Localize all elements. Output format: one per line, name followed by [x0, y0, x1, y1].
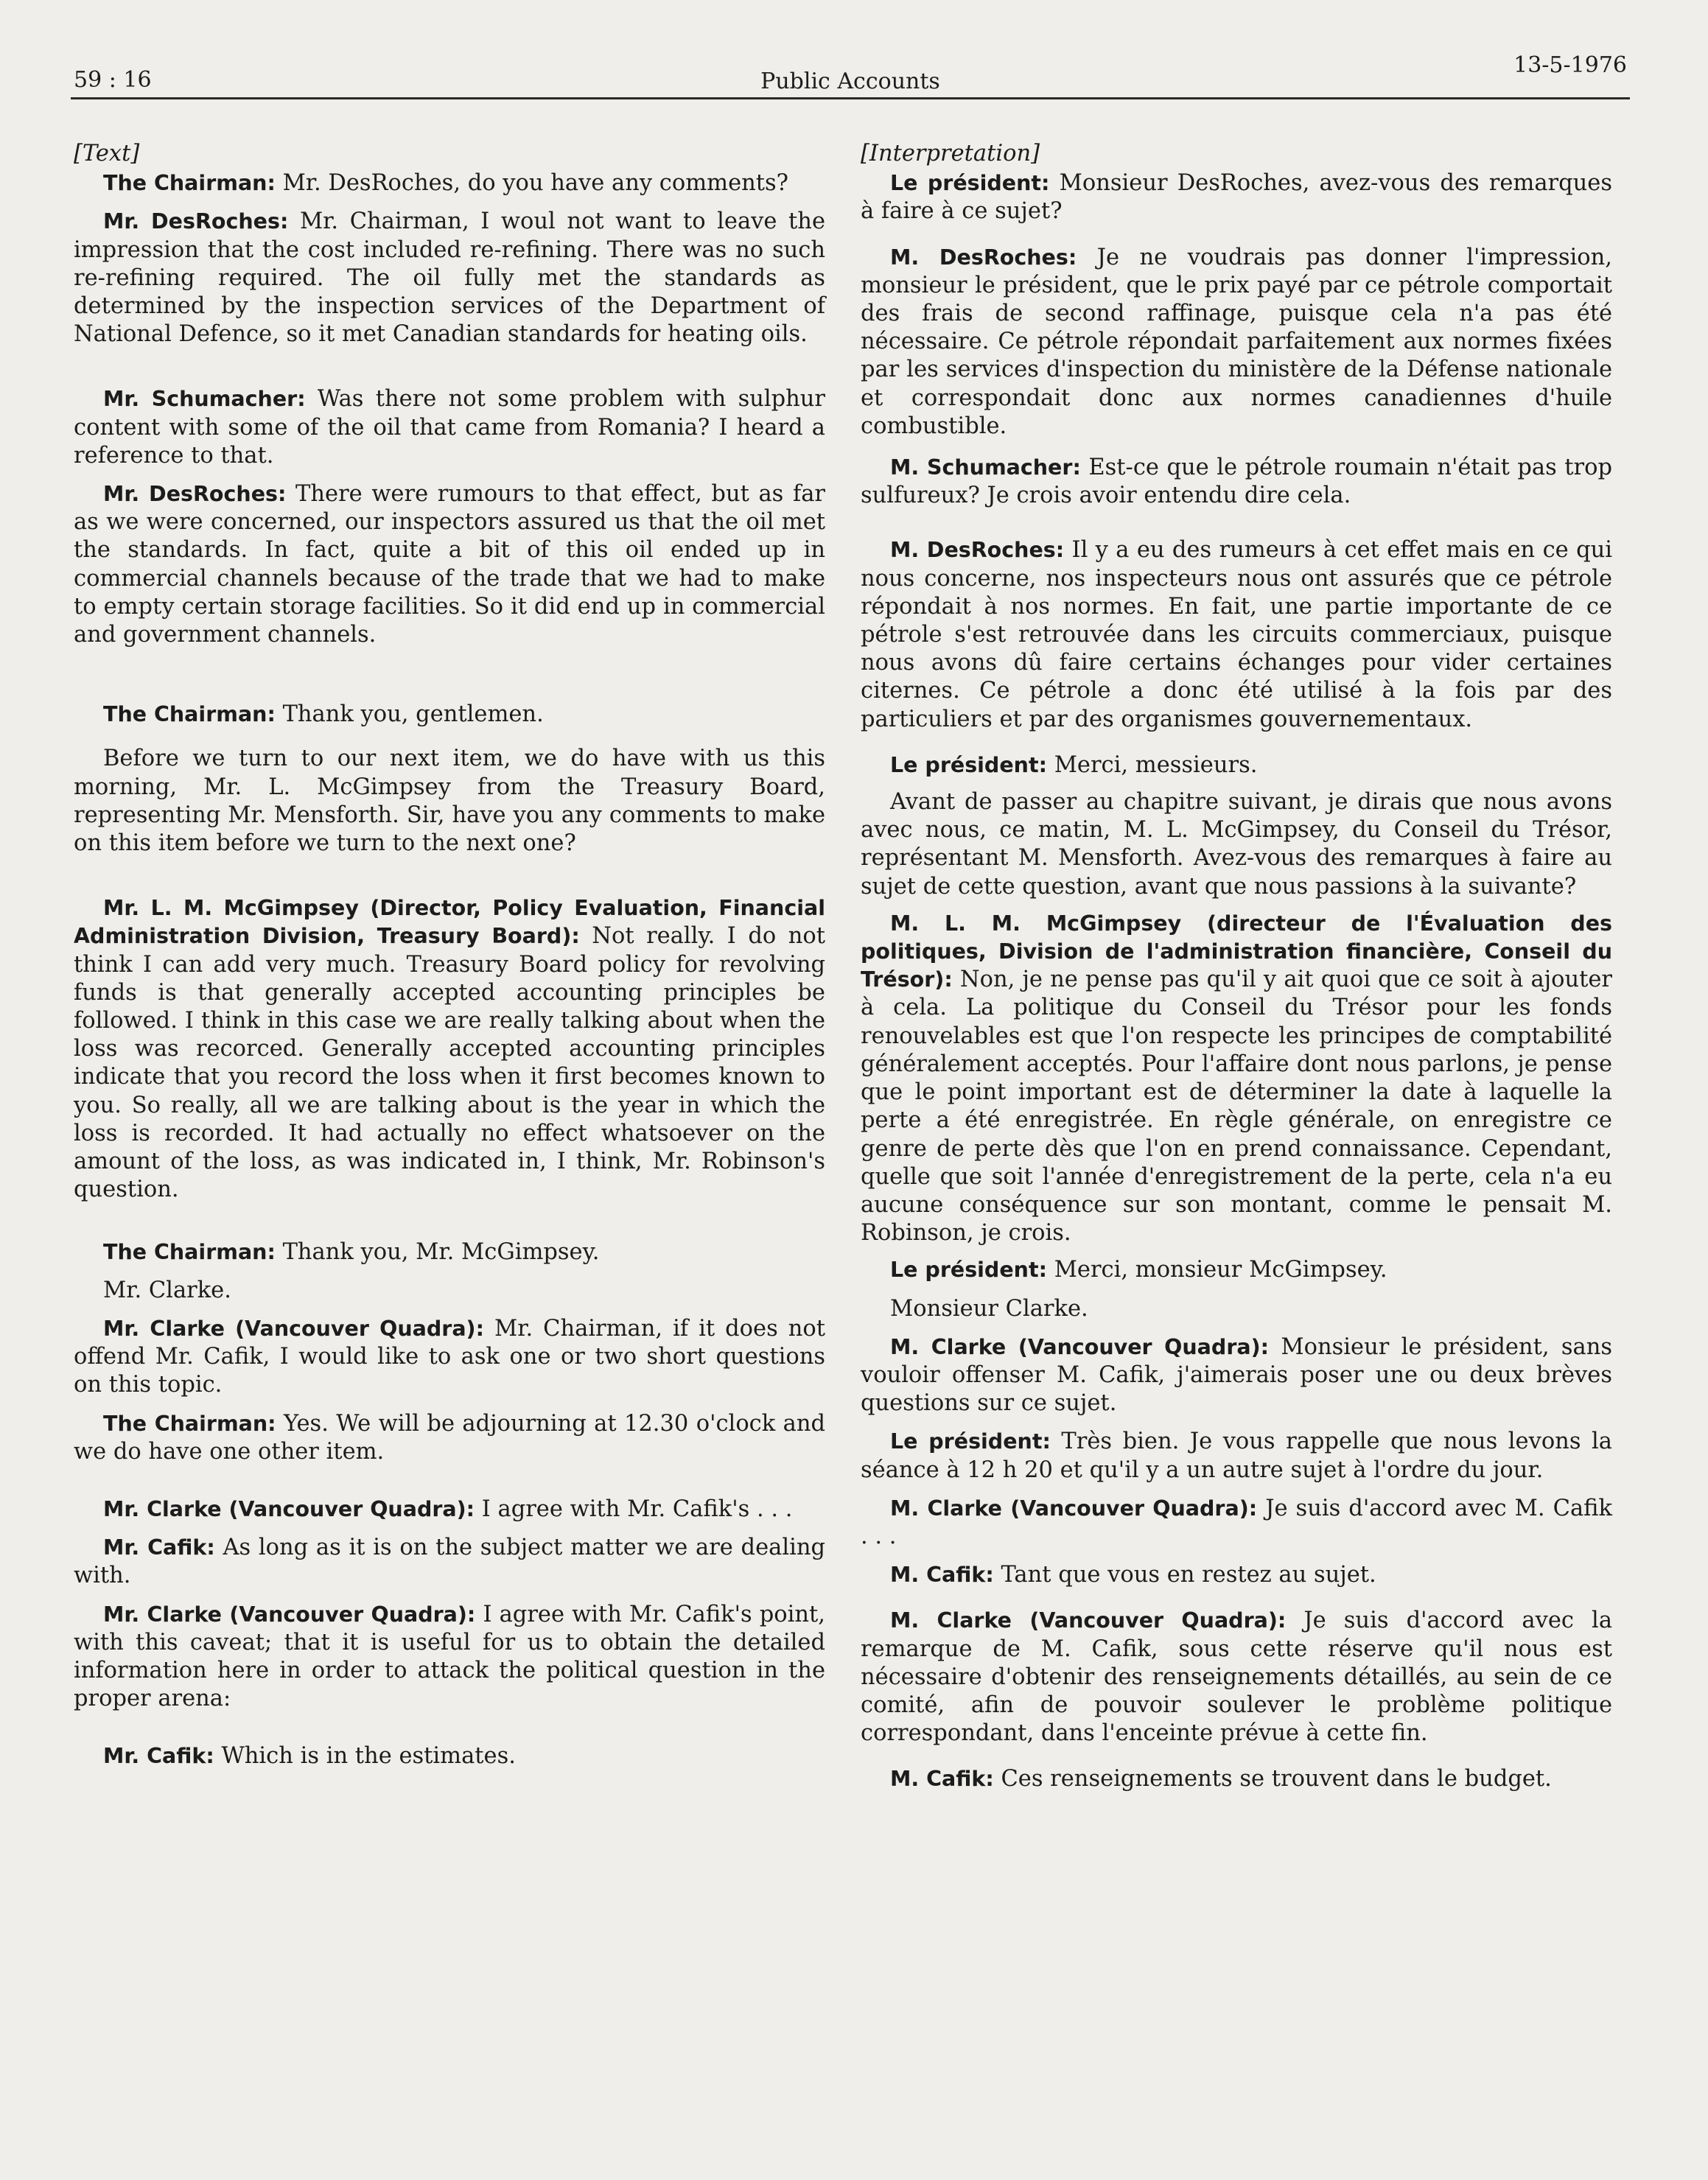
speech-text: Not really. I do not think I can add very much. Treasury Board policy for revolving funds is that generally accepted accounting principles be followed. I think in this case we are really talking about when the loss was recorced. Generally accepted accounting principles indicate that you record the loss when it first becomes known to you. So really, all we are talking about is the year in which the loss is recorded. It had actually no effect whatsoever on the amount of the loss, as was indicated in, I think, Mr. Robinson's question. [74, 923, 825, 1203]
language-tag: [Interpretation] [861, 141, 1040, 167]
speaker-name: M. Clarke (Vancouver Quadra): [890, 1608, 1287, 1633]
speech-text: Yes. We will be adjourning at 12.30 o'clock and we do have one other item. [74, 1410, 826, 1465]
speaker-name: M. Schumacher: [890, 455, 1081, 480]
speaker-name: The Chairman: [103, 171, 276, 196]
transcript-paragraph [74, 169, 825, 197]
transcript-paragraph [74, 385, 825, 470]
speaker-name: Mr. Cafik: [103, 1535, 215, 1560]
speech-text: Monsieur le président, sans vouloir offenser M. Cafik, j'aimerais poser une ou deux brèves questions sur ce sujet. [861, 1333, 1613, 1417]
page-number: 59 : 16 [74, 67, 152, 93]
language-tag: [Text] [74, 141, 140, 167]
speech-text: Monsieur Clarke. [890, 1295, 1088, 1322]
speaker-name: Mr. DesRoches: [103, 482, 287, 507]
speaker-name: M. DesRoches: [890, 538, 1065, 563]
speech-text: Monsieur DesRoches, avez-vous des remarques à faire à ce sujet? [861, 170, 1612, 225]
speech-text: Je suis d'accord avec la remarque de M. Cafik, sous cette réserve qu'il nous est nécessaire d'obtenir des renseignements détaillés, au sein de ce comité, afin de pouvoir soulever le problème politique correspondant, dans l'enceinte prévue à cette fin. [861, 1608, 1612, 1747]
speech-text: Ces renseignements se trouvent dans le budget. [1001, 1766, 1552, 1792]
transcript-paragraph [861, 244, 1612, 441]
transcript-paragraph [861, 1561, 1612, 1589]
transcript-paragraph [861, 169, 1612, 225]
speech-text: Avant de passer au chapitre suivant, je dirais que nous avons avec nous, ce matin, M. L. McGimpsey, du Conseil du Trésor, représentant M. Mensforth. Avez-vous des remarques à faire au sujet de cette question, avant que nous passions à la suivante? [861, 789, 1612, 900]
speaker-name: M. Cafik: [890, 1563, 994, 1588]
transcript-paragraph [74, 1410, 825, 1466]
speech-text: There were rumours to that effect, but as far as we were concerned, our inspectors assured us that the oil met the standards. In fact, quite a bit of this oil ended up in commercial channels because of the trade that we had to make to empty certain storage facilities. So it did end up in commercial and government channels. [74, 481, 825, 648]
transcript-paragraph [861, 1428, 1612, 1484]
page-date: 13-5-1976 [1513, 52, 1627, 78]
transcript-paragraph [74, 894, 825, 1204]
speaker-name: M. Clarke (Vancouver Quadra): [890, 1496, 1258, 1521]
speech-text: Merci, monsieur McGimpsey. [1054, 1257, 1387, 1283]
speech-text: Merci, messieurs. [1054, 751, 1258, 778]
transcript-paragraph [74, 1315, 825, 1400]
speaker-name: Le président: [890, 1258, 1047, 1283]
speech-text: I agree with Mr. Cafik's . . . [481, 1496, 793, 1522]
speaker-name: Le président: [890, 171, 1050, 196]
transcript-paragraph [861, 1333, 1612, 1418]
speaker-name: The Chairman: [103, 1411, 276, 1436]
speech-text: As long as it is on the subject matter we are dealing with. [74, 1535, 825, 1589]
transcript-paragraph [74, 208, 825, 348]
transcript-paragraph [74, 1496, 825, 1524]
transcript-paragraph [861, 788, 1612, 901]
speech-text: Est-ce que le pétrole roumain n'était pas trop sulfureux? Je crois avoir entendu dire cela. [861, 455, 1612, 509]
speech-text: Très bien. Je vous rappelle que nous levons la séance à 12 h 20 et qu'il y a un autre sujet à l'ordre du jour. [861, 1429, 1612, 1483]
speaker-name: Le président: [890, 1429, 1051, 1454]
speaker-name: Mr. L. M. McGimpsey (Director, Policy Evaluation, Financial Administration Division, Treasury Board): [74, 896, 825, 949]
speaker-name: The Chairman: [103, 702, 276, 727]
transcript-paragraph [861, 1765, 1612, 1793]
speaker-name: M. DesRoches: [890, 245, 1077, 270]
transcript-paragraph [74, 1534, 825, 1590]
speech-text: Je ne voudrais pas donner l'impression, monsieur le président, que le prix payé par ce pétrole comportait des frais de second raffinage, puisque cela n'a pas été nécessaire. Ce pétrole répondait parfaitement aux normes fixées par les services d'inspection du ministère de la Défense nationale et correspondait donc aux normes canadiennes d'huile combustible. [861, 244, 1612, 439]
transcript-paragraph [861, 1495, 1612, 1551]
speech-text: Thank you, gentlemen. [282, 701, 544, 728]
speech-text: Was there not some problem with sulphur content with some of the oil that came from Romania? I heard a reference to that. [74, 386, 826, 469]
speech-text: Thank you, Mr. McGimpsey. [282, 1238, 600, 1265]
transcript-paragraph [74, 480, 825, 649]
transcript-paragraph [74, 1601, 825, 1714]
speech-text: Mr. DesRoches, do you have any comments? [282, 170, 789, 197]
transcript-paragraph [74, 745, 825, 858]
speech-text: Il y a eu des rumeurs à cet effet mais en ce qui nous concerne, nos inspecteurs nous ont assurés que ce pétrole répondait à nos normes. En fait, une partie importante de ce pétrole s'est retrouvée dans les circuits commerciaux, puisque nous avons dû faire certains échanges pour vider certaines citernes. Ce pétrole a donc été utilisé à la fois par des particuliers et par des organismes gouvernementaux. [861, 537, 1612, 732]
transcript-paragraph [861, 536, 1612, 733]
page-title: Public Accounts [760, 69, 940, 94]
page-header [71, 38, 1630, 99]
speaker-name: M. Clarke (Vancouver Quadra): [890, 1334, 1270, 1359]
transcript-paragraph [74, 1742, 825, 1770]
speech-text: Tant que vous en restez au sujet. [1001, 1562, 1376, 1588]
speech-text: Mr. Clarke. [103, 1277, 231, 1303]
speech-text: Je suis d'accord avec M. Cafik . . . [861, 1495, 1613, 1549]
speaker-name: M. L. M. McGimpsey (directeur de l'Évaluation des politiques, Division de l'administration financière, Conseil du Trésor): [861, 911, 1612, 992]
speaker-name: M. Cafik: [890, 1767, 994, 1792]
speech-text: I agree with Mr. Cafik's point, with this caveat; that it is useful for us to obtain the detailed information here in order to attack the political question in the proper arena: [74, 1601, 825, 1712]
transcript-paragraph [74, 701, 825, 729]
transcript-paragraph [74, 1277, 825, 1305]
transcript-paragraph [861, 910, 1612, 1247]
speaker-name: Mr. Schumacher: [103, 387, 306, 412]
speaker-name: Le président: [890, 752, 1047, 777]
transcript-paragraph [861, 454, 1612, 510]
transcript-paragraph [861, 1607, 1612, 1748]
speech-text: Mr. Chairman, I woul not want to leave the impression that the cost included re-refining. There was no such re-refining required. The oil fully met the standards as determined by the inspection services of the Department of National Defence, so it met Canadian standards for heating oils. [74, 208, 825, 348]
speaker-name: The Chairman: [103, 1239, 276, 1264]
transcript-paragraph [861, 751, 1612, 779]
speech-text: Non, je ne pense pas qu'il y ait quoi que ce soit à ajouter à cela. La politique du Conseil du Trésor pour les fonds renouvelables est que l'on respecte les principes de comptabilité généralement acceptés. Pour l'affaire dont nous parlons, je pense que le point important est de déterminer la date à laquelle la perte a été enregistrée. En règle générale, on enregistre ce genre de perte dès que l'on en prend connaissance. Cependant, quelle que soit l'année d'enregistrement de la perte, cela n'a eu aucune conséquence sur son montant, comme le pensait M. Robinson, je crois. [861, 967, 1612, 1247]
transcript-paragraph [861, 1295, 1612, 1323]
english-column [74, 140, 825, 1771]
speaker-name: Mr. Clarke (Vancouver Quadra): [103, 1602, 476, 1627]
speech-text: Mr. Chairman, if it does not offend Mr. Cafik, I would like to ask one or two short questions on this topic. [74, 1315, 825, 1398]
speaker-name: Mr. Clarke (Vancouver Quadra): [103, 1316, 484, 1341]
french-column [861, 140, 1612, 1794]
speaker-name: Mr. Cafik: [103, 1744, 214, 1769]
transcript-paragraph [861, 1256, 1612, 1284]
speaker-name: Mr. Clarke (Vancouver Quadra): [103, 1496, 475, 1521]
speaker-name: Mr. DesRoches: [103, 209, 289, 234]
transcript-paragraph [74, 1238, 825, 1266]
speech-text: Which is in the estimates. [221, 1743, 516, 1770]
speech-text: Before we turn to our next item, we do have with us this morning, Mr. L. McGimpsey from the Treasury Board, representing Mr. Mensforth. Sir, have you any comments to make on this item before we turn to the next one? [74, 746, 825, 857]
